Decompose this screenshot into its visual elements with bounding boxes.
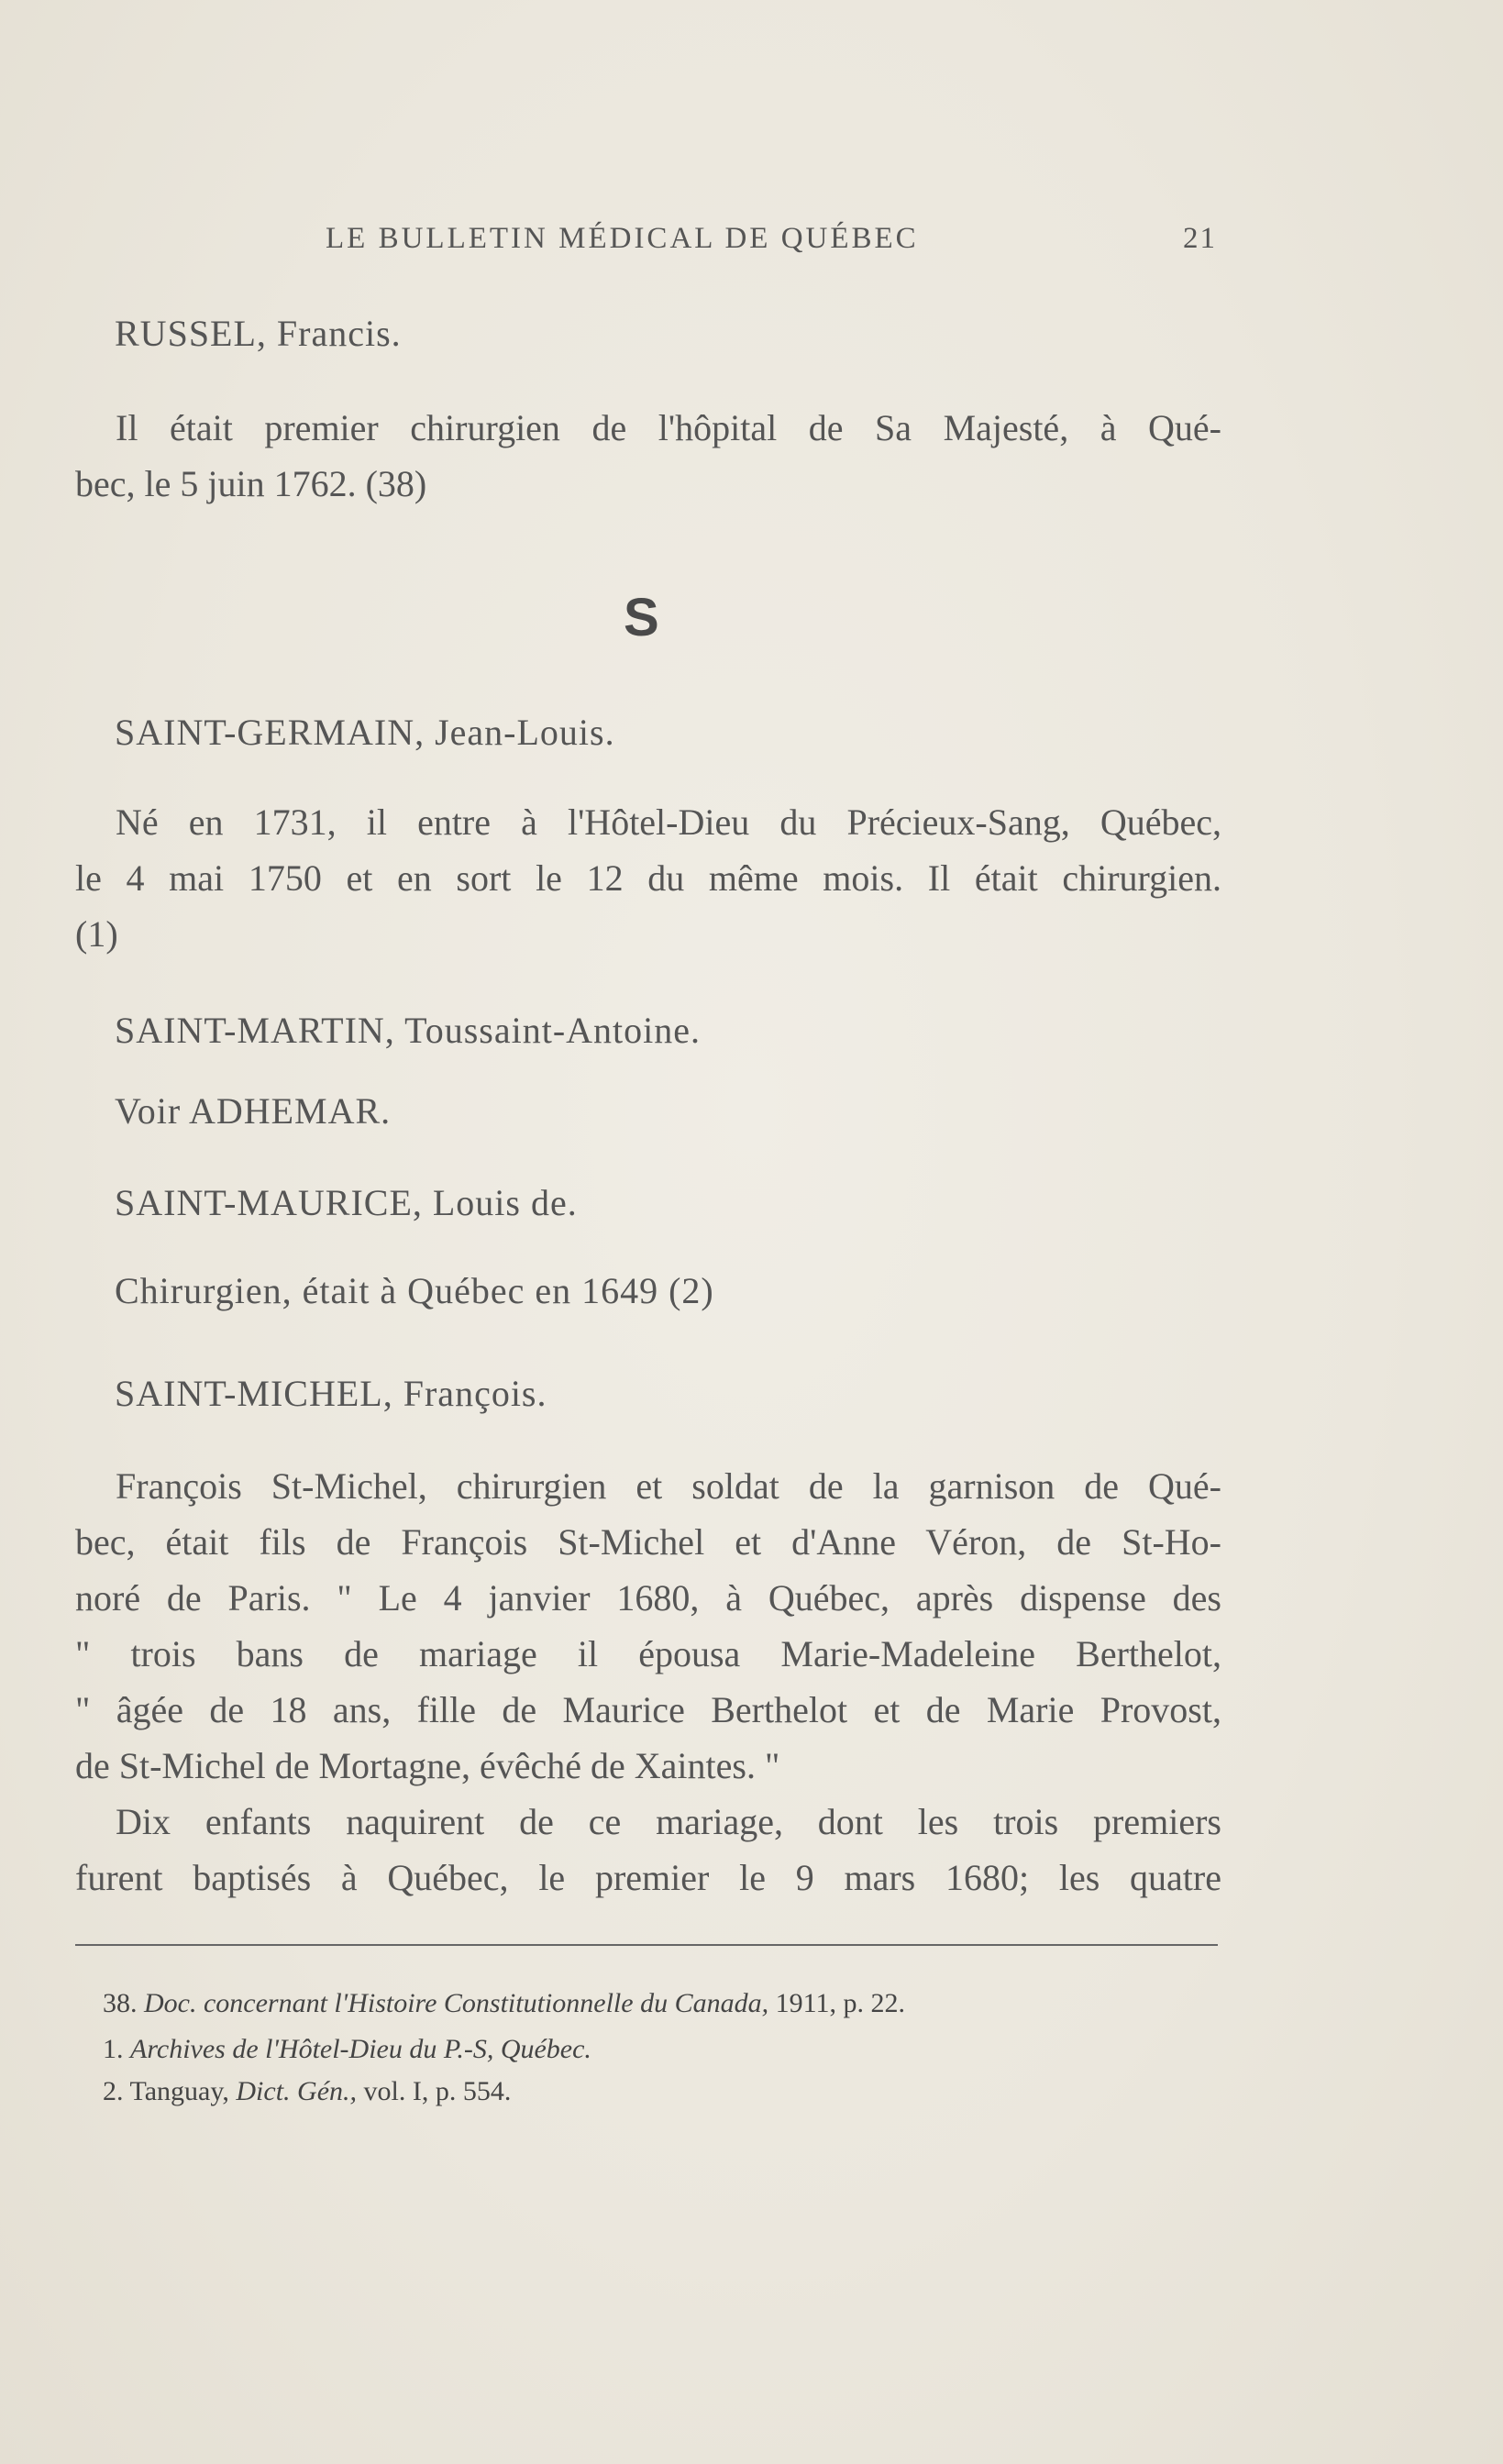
text-line: bec, le 5 juin 1762. (38) [75, 463, 427, 504]
text-line: de St-Michel de Mortagne, évêché de Xaintes. " [75, 1745, 780, 1786]
footnote-number: 1. [103, 2034, 124, 2064]
text-line: " âgée de 18 ans, fille de Maurice Berthelot et de Marie Provost, [75, 1689, 1221, 1730]
footnote-author: Tanguay, [129, 2076, 229, 2106]
text-line: le 4 mai 1750 et en sort le 12 du même mois. Il était chirurgien. [75, 857, 1221, 899]
entry-body-saint-michel-p1 [75, 1458, 1221, 1794]
text-line: furent baptisés à Québec, le premier le 9 mars 1680; les quatre [75, 1857, 1221, 1898]
entry-heading-russel: RUSSEL, Francis. [115, 313, 402, 354]
footnote-38 [103, 1988, 905, 2019]
footnote-title: Dict. Gén., [236, 2076, 358, 2106]
footnote-text: vol. I, p. 554. [363, 2076, 512, 2106]
entry-heading-saint-martin: SAINT-MARTIN, Toussaint-Antoine. [115, 1010, 702, 1051]
text-line: Dix enfants naquirent de ce mariage, dont les trois premiers [116, 1801, 1221, 1842]
section-letter: S [624, 588, 659, 647]
entry-heading-saint-michel: SAINT-MICHEL, François. [115, 1373, 547, 1414]
footnote-number: 2. [103, 2076, 124, 2106]
footnote-divider [75, 1944, 1218, 1946]
footnote-2 [103, 2076, 511, 2107]
text-line: " trois bans de mariage il épousa Marie-Madeleine Berthelot, [75, 1633, 1221, 1674]
entry-heading-saint-germain: SAINT-GERMAIN, Jean-Louis. [115, 712, 615, 753]
running-header [326, 222, 1215, 256]
entry-body-saint-martin: Voir ADHEMAR. [115, 1090, 392, 1132]
text-line: Né en 1731, il entre à l'Hôtel-Dieu du Précieux-Sang, Québec, [116, 801, 1221, 843]
page-number: 21 [1183, 222, 1217, 255]
text-line: Il était premier chirurgien de l'hôpital de Sa Majesté, à Qué- [116, 407, 1221, 448]
footnote-1 [103, 2034, 591, 2065]
footnote-number: 38. [103, 1988, 138, 2018]
entry-body-saint-germain [75, 794, 1221, 962]
text-line: noré de Paris. " Le 4 janvier 1680, à Québec, après dispense des [75, 1577, 1221, 1619]
entry-heading-saint-maurice: SAINT-MAURICE, Louis de. [115, 1182, 578, 1223]
text-line: François St-Michel, chirurgien et soldat de la garnison de Qué- [116, 1465, 1221, 1507]
footnote-title: Archives de l'Hôtel-Dieu du P.-S, Québec. [130, 2034, 591, 2064]
entry-body-saint-michel-p2 [75, 1794, 1221, 1906]
entry-body-russel [75, 400, 1221, 512]
footnote-text: 1911, p. 22. [775, 1988, 905, 2018]
running-title: LE BULLETIN MÉDICAL DE QUÉBEC [326, 222, 919, 255]
entry-body-saint-maurice: Chirurgien, était à Québec en 1649 (2) [115, 1270, 714, 1311]
text-line: bec, était fils de François St-Michel et d'Anne Véron, de St-Ho- [75, 1521, 1221, 1563]
footnote-title: Doc. concernant l'Histoire Constitutionnelle du Canada, [144, 1988, 769, 2018]
text-line: (1) [75, 913, 118, 955]
